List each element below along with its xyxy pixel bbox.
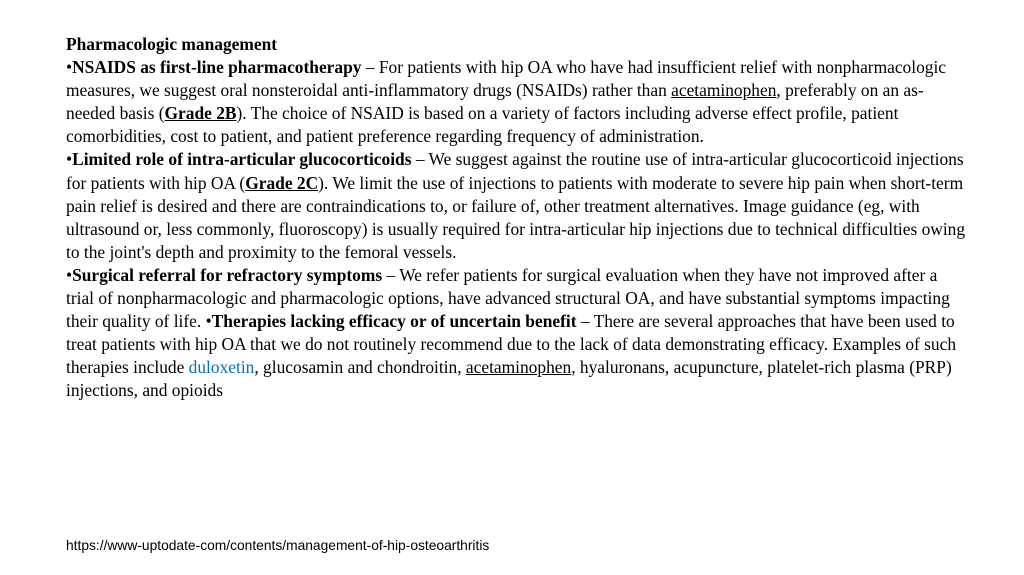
- glucocorticoids-heading: Limited role of intra-articular glucocorticoids: [72, 149, 412, 170]
- grade-2b-link[interactable]: Grade 2B: [164, 103, 237, 124]
- glucocorticoids-paragraph: •Limited role of intra-articular glucocorticoids – We suggest against the routine use of intra-articular glucocorticoid injections for patients with hip OA (Grade 2C). We limit the use of injections to patients with moderate to severe hip pain when short-term pain relief is desired and there are contraindications to, or failure of, other treatment alternatives. Image guidance (eg, with ultrasound or, less commonly, fluoroscopy) is usually required for intra-articular hip injections due to technical difficulties owing to the joint's depth and proximity to the femoral vessels.: [66, 149, 966, 262]
- grade-2c-link[interactable]: Grade 2C: [245, 172, 319, 193]
- surgical-heading: Surgical referral for refractory symptoms: [72, 264, 383, 285]
- section-title: Pharmacologic management: [66, 34, 278, 54]
- source-url: https://www-uptodate-com/contents/management-of-hip-osteoarthritis: [66, 538, 490, 553]
- document-body: [66, 33, 966, 403]
- bullet: •: [66, 57, 73, 78]
- duloxetin-link[interactable]: duloxetin: [188, 357, 255, 378]
- nsaids-heading: NSAIDS as first-line pharmacotherapy: [72, 57, 362, 78]
- nsaids-paragraph: •NSAIDS as first-line pharmacotherapy – For patients with hip OA who have had insufficient relief with nonpharmacologic measures, we suggest oral nonsteroidal anti-inflammatory drugs (NSAIDs) rather than acetaminophen, preferably on an as-needed basis (Grade 2B). The choice of NSAID is based on a variety of factors including adverse effect profile, patient comorbidities, cost to patient, and patient preference regarding frequency of administration.: [66, 57, 947, 147]
- bullet: •: [205, 311, 212, 332]
- acetaminophen-link-2[interactable]: acetaminophen: [465, 357, 572, 378]
- acetaminophen-link[interactable]: acetaminophen: [671, 80, 777, 101]
- therapies-heading: Therapies lacking efficacy or of uncertain benefit: [211, 311, 577, 332]
- surgical-paragraph: •Surgical referral for refractory symptoms – We refer patients for surgical evaluation when they have not improved after a trial of nonpharmacologic and pharmacologic options, have advanced structural OA, and have substantial symptoms impacting their quality of life. •Therapies lacking efficacy or of uncertain benefit – There are several approaches that have been used to treat patients with hip OA that we do not routinely recommend due to the lack of data demonstrating efficacy. Examples of such therapies include duloxetin, glucosamin and chondroitin, acetaminophen, hyaluronans, acupuncture, platelet-rich plasma (PRP) injections, and opioids: [66, 264, 957, 401]
- bullet: •: [66, 264, 73, 285]
- bullet: •: [66, 149, 73, 170]
